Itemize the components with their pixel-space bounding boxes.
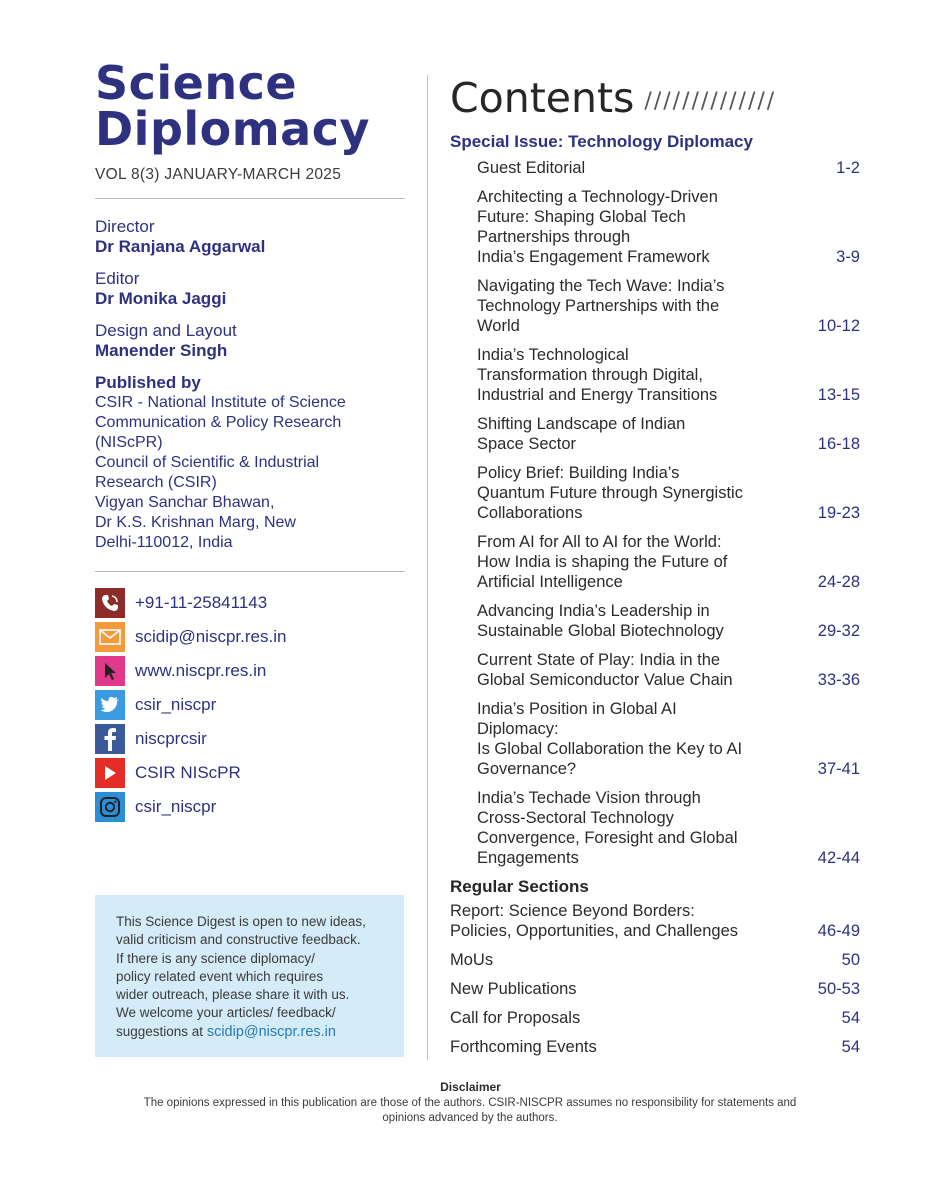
editor-role: Editor bbox=[95, 269, 140, 288]
toc-entry-title: MoUs bbox=[450, 951, 494, 969]
publisher-line: CSIR - National Institute of Science bbox=[95, 394, 346, 411]
publisher-line: (NIScPR) bbox=[95, 434, 163, 451]
toc-entry[interactable] bbox=[450, 788, 860, 868]
toc-entry[interactable] bbox=[450, 650, 860, 690]
contact-instagram[interactable] bbox=[95, 790, 405, 824]
toc-entry-pages: 13-15 bbox=[817, 386, 860, 404]
toc-entry[interactable] bbox=[450, 414, 860, 454]
toc-entry[interactable] bbox=[450, 532, 860, 592]
director-name: Dr Ranjana Aggarwal bbox=[95, 237, 266, 256]
toc-entry-title: New Publications bbox=[450, 980, 577, 998]
toc-entry-pages: 37-41 bbox=[817, 760, 860, 778]
publisher-line: Vigyan Sanchar Bhawan, bbox=[95, 494, 275, 511]
youtube-icon bbox=[95, 758, 125, 788]
toc-entry-pages: 19-23 bbox=[817, 504, 860, 522]
contact-instagram-text: csir_niscpr bbox=[135, 797, 217, 816]
publisher-heading: Published by bbox=[95, 373, 201, 392]
twitter-icon bbox=[95, 690, 125, 720]
contact-facebook[interactable] bbox=[95, 722, 405, 756]
toc-entry-pages: 10-12 bbox=[817, 317, 860, 335]
feedback-line: This Science Digest is open to new ideas, bbox=[116, 914, 366, 929]
toc-entry[interactable] bbox=[450, 276, 860, 336]
toc-entry-pages: 46-49 bbox=[817, 922, 860, 940]
toc-entry-pages: 33-36 bbox=[817, 671, 860, 689]
toc-entry[interactable] bbox=[450, 187, 860, 267]
publisher-block bbox=[95, 373, 405, 553]
toc-entry-title: Policy Brief: Building India’s Quantum Future through Synergistic Collaborations bbox=[477, 464, 743, 522]
divider-bottom bbox=[95, 571, 405, 572]
feedback-line: We welcome your articles/ feedback/ bbox=[116, 1005, 336, 1021]
toc-entry-title: Guest Editorial bbox=[477, 159, 586, 177]
contact-website[interactable] bbox=[95, 654, 405, 688]
feedback-email-link[interactable]: scidip@niscpr.res.in bbox=[206, 1023, 336, 1040]
toc-entry-title: Call for Proposals bbox=[450, 1009, 581, 1027]
contents-header bbox=[450, 70, 860, 120]
feedback-last-line bbox=[116, 1023, 390, 1041]
masthead-column bbox=[95, 56, 405, 824]
toc-entry[interactable] bbox=[450, 1037, 860, 1057]
toc-entry-title: Navigating the Tech Wave: India’s Technology Partnerships with the World bbox=[477, 277, 725, 335]
contact-website-text: www.niscpr.res.in bbox=[135, 661, 267, 680]
design-role: Design and Layout bbox=[95, 321, 237, 340]
regular-sections-heading: Regular Sections bbox=[450, 877, 589, 896]
toc-entry-title: Report: Science Beyond Borders: Policies, Opportunities, and Challenges bbox=[450, 902, 739, 940]
regular-sections-list bbox=[450, 901, 860, 1057]
design-name: Manender Singh bbox=[95, 341, 228, 360]
feedback-line: policy related event which requires bbox=[116, 968, 324, 984]
toc-entry-pages: 42-44 bbox=[817, 849, 860, 867]
contact-email-text: scidip@niscpr.res.in bbox=[135, 627, 287, 646]
publisher-line: Research (CSIR) bbox=[95, 474, 217, 491]
contents-decoration: ////////////// bbox=[644, 89, 777, 114]
toc-entry[interactable] bbox=[450, 950, 860, 970]
toc-entry-title: India’s Technological Transformation through Digital, Industrial and Energy Transitions bbox=[477, 346, 718, 404]
contact-email[interactable] bbox=[95, 620, 405, 654]
toc-entry[interactable] bbox=[450, 901, 860, 941]
toc-entry-title: Advancing India’s Leadership in Sustainable Global Biotechnology bbox=[477, 602, 724, 640]
cursor-icon bbox=[95, 656, 125, 686]
toc-entry-pages: 29-32 bbox=[817, 622, 860, 640]
facebook-icon bbox=[95, 724, 125, 754]
toc-entry-pages: 54 bbox=[841, 1038, 860, 1056]
director-role: Director bbox=[95, 217, 155, 236]
contact-facebook-text: niscprcsir bbox=[135, 729, 207, 748]
publisher-line: Delhi-110012, India bbox=[95, 534, 233, 551]
toc-entry[interactable] bbox=[450, 345, 860, 405]
disclaimer-title: Disclaimer bbox=[440, 1080, 501, 1094]
feedback-line: valid criticism and constructive feedback. bbox=[116, 932, 361, 948]
contact-list bbox=[95, 586, 405, 824]
instagram-icon bbox=[95, 792, 125, 822]
contact-twitter-text: csir_niscpr bbox=[135, 695, 217, 714]
phone-icon bbox=[95, 588, 125, 618]
email-icon bbox=[95, 622, 125, 652]
title-line-1: Science bbox=[95, 56, 298, 110]
title-line-2: Diplomacy bbox=[95, 102, 370, 156]
toc-entry-pages: 54 bbox=[841, 1009, 860, 1027]
magazine-title bbox=[95, 56, 405, 156]
feedback-line: If there is any science diplomacy/ bbox=[116, 950, 315, 966]
divider-top bbox=[95, 198, 405, 199]
toc-entry-title: From AI for All to AI for the World: How India is shaping the Future of Artificial Intelligence bbox=[477, 533, 728, 591]
contact-twitter[interactable] bbox=[95, 688, 405, 722]
toc-entry[interactable] bbox=[450, 158, 860, 178]
toc-entry-title: Shifting Landscape of Indian Space Sector bbox=[477, 415, 686, 453]
toc-entry-pages: 16-18 bbox=[817, 435, 860, 453]
toc-entry[interactable] bbox=[450, 699, 860, 779]
toc-entry[interactable] bbox=[450, 979, 860, 999]
contact-youtube[interactable] bbox=[95, 756, 405, 790]
toc-entry[interactable] bbox=[450, 601, 860, 641]
publisher-line: Council of Scientific & Industrial bbox=[95, 454, 320, 471]
toc-entry-pages: 50 bbox=[841, 951, 860, 969]
feedback-prefix: suggestions at bbox=[116, 1023, 207, 1039]
publisher-line: Communication & Policy Research bbox=[95, 414, 342, 431]
toc-entry-pages: 3-9 bbox=[836, 248, 860, 266]
toc-entry[interactable] bbox=[450, 1008, 860, 1028]
disclaimer-text: The opinions expressed in this publication are those of the authors. CSIR-NISCPR assumes no responsibility for statements and opinions advanced by the authors. bbox=[143, 1097, 797, 1124]
toc-entry-title: India’s Position in Global AI Diplomacy: Is Global Collaboration the Key to AI Governance? bbox=[477, 700, 743, 778]
publisher-line: Dr K.S. Krishnan Marg, New bbox=[95, 514, 296, 531]
contact-phone-text: +91-11-25841143 bbox=[135, 593, 268, 612]
toc-entry-title: Architecting a Technology-Driven Future: Shaping Global Tech Partnerships through India’s Engagement Framework bbox=[477, 188, 718, 266]
special-issue-list bbox=[450, 158, 860, 868]
column-divider bbox=[427, 75, 428, 1060]
toc-entry-pages: 24-28 bbox=[817, 573, 860, 591]
toc-entry-title: Current State of Play: India in the Global Semiconductor Value Chain bbox=[477, 651, 733, 689]
contact-phone[interactable] bbox=[95, 586, 405, 620]
disclaimer bbox=[0, 1080, 941, 1126]
toc-entry-title: Forthcoming Events bbox=[450, 1038, 597, 1056]
contents-title: Contents bbox=[450, 74, 635, 122]
contents-column bbox=[450, 70, 860, 1066]
feedback-box bbox=[95, 895, 404, 1057]
editor-name: Dr Monika Jaggi bbox=[95, 289, 227, 308]
toc-entry-title: India’s Techade Vision through Cross-Sectoral Technology Convergence, Foresight and Global Engagements bbox=[477, 789, 738, 867]
contact-youtube-text: CSIR NIScPR bbox=[135, 763, 241, 782]
credits bbox=[95, 217, 405, 361]
toc-entry-pages: 50-53 bbox=[817, 980, 860, 998]
volume-info: VOL 8(3) JANUARY-MARCH 2025 bbox=[95, 166, 342, 183]
special-issue-heading: Special Issue: Technology Diplomacy bbox=[450, 132, 753, 151]
toc-entry[interactable] bbox=[450, 463, 860, 523]
feedback-line: wider outreach, please share it with us. bbox=[116, 987, 350, 1003]
toc-entry-pages: 1-2 bbox=[836, 159, 860, 177]
